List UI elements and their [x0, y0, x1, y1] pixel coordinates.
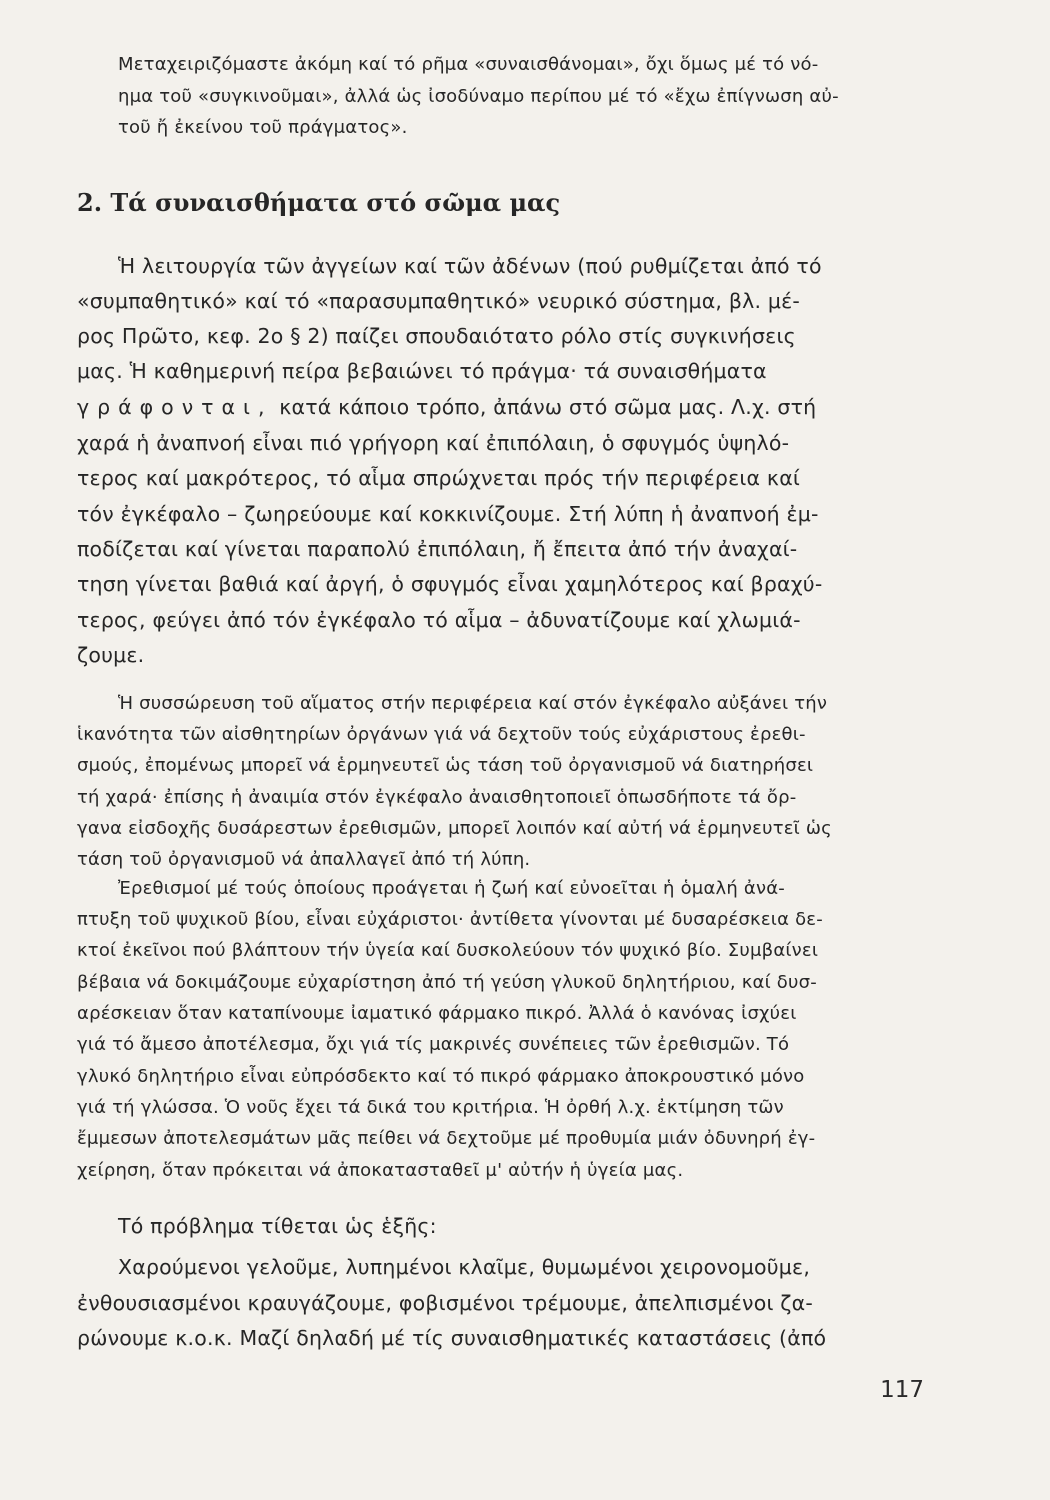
emphasized-word: γράφονται, — [77, 395, 273, 419]
text-line: ζουμε. — [77, 643, 145, 667]
text-line: γανα εἰσδοχῆς δυσάρεστων ἐρεθισμῶν, μπορεῖ λοιπόν καί αὐτή νά ἑρμηνευτεῖ ὡς — [77, 818, 832, 839]
text-line-rest: κατά κάποιο τρόπο, ἀπάνω στό σῶμα μας. Λ.χ. στή — [279, 395, 817, 419]
text-line: τηση γίνεται βαθιά καί ἀργή, ὁ σφυγμός εἶναι χαμηλότερος καί βραχύ- — [77, 572, 823, 596]
text-line: γιά τή γλώσσα. Ὁ νοῦς ἔχει τά δικά του κριτήρια. Ἡ ὀρθή λ.χ. ἐκτίμηση τῶν — [77, 1097, 784, 1118]
text-line: Τό πρόβλημα τίθεται ὡς ἑξῆς: — [118, 1214, 437, 1238]
text-line: ρώνουμε κ.ο.κ. Μαζί δηλαδή μέ τίς συναισθηματικές καταστάσεις (ἀπό — [77, 1326, 827, 1350]
text-line: μας. Ἡ καθημερινή πείρα βεβαιώνει τό πράγμα· τά συναισθήματα — [77, 359, 767, 383]
page-number: 117 — [880, 1377, 924, 1403]
text-line: Ἡ συσσώρευση τοῦ αἵματος στήν περιφέρεια καί στόν ἐγκέφαλο αὐξάνει τήν — [118, 693, 828, 714]
text-line: αρέσκειαν ὅταν καταπίνουμε ἰαματικό φάρμακο πικρό. Ἀλλά ὁ κανόνας ἰσχύει — [77, 1003, 797, 1024]
text-line: τόν ἐγκέφαλο – ζωηρεύουμε καί κοκκινίζουμε. Στή λύπη ἡ ἀναπνοή ἐμ- — [77, 502, 819, 526]
text-line: γλυκό δηλητήριο εἶναι εὐπρόσδεκτο καί τό πικρό φάρμακο ἀποκρουστικό μόνο — [77, 1066, 805, 1087]
text-line — [77, 395, 816, 419]
text-line: σμούς, ἐπομένως μπορεῖ νά ἑρμηνευτεῖ ὡς τάση τοῦ ὀργανισμοῦ νά διατηρήσει — [77, 755, 814, 776]
text-line: Χαρούμενοι γελοῦμε, λυπημένοι κλαῖμε, θυμωμένοι χειρονομοῦμε, — [118, 1255, 811, 1279]
text-line: κτοί ἐκεῖνοι πού βλάπτουν τήν ὑγεία καί δυσκολεύουν τόν ψυχικό βίο. Συμβαίνει — [77, 940, 819, 961]
text-line: τοῦ ἤ ἐκείνου τοῦ πράγματος». — [118, 117, 408, 138]
text-line: ἱκανότητα τῶν αἰσθητηρίων ὀργάνων γιά νά δεχτοῦν τούς εὐχάριστους ἐρεθι- — [77, 724, 806, 745]
section-heading: 2. Τά συναισθήματα στό σῶμα μας — [77, 188, 561, 217]
text-line: τή χαρά· ἐπίσης ἡ ἀναιμία στόν ἐγκέφαλο ἀναισθητοποιεῖ ὁπωσδήποτε τά ὄρ- — [77, 787, 797, 808]
text-line: χείρηση, ὅταν πρόκειται νά ἀποκατασταθεῖ μ' αὐτήν ἡ ὑγεία μας. — [77, 1160, 684, 1181]
text-line: ρος Πρῶτο, κεφ. 2ο § 2) παίζει σπουδαιότατο ρόλο στίς συγκινήσεις — [77, 324, 796, 348]
text-line: Ἐρεθισμοί μέ τούς ὁποίους προάγεται ἡ ζωή καί εὐνοεῖται ἡ ὁμαλή ἀνά- — [118, 878, 785, 899]
text-line: τάση τοῦ ὀργανισμοῦ νά ἀπαλλαγεῖ ἀπό τή λύπη. — [77, 849, 531, 870]
text-line: «συμπαθητικό» καί τό «παρασυμπαθητικό» νευρικό σύστημα, βλ. μέ- — [77, 289, 801, 313]
text-line: γιά τό ἄμεσο ἀποτέλεσμα, ὄχι γιά τίς μακρινές συνέπειες τῶν ἐρεθισμῶν. Τό — [77, 1034, 790, 1055]
text-line: Μεταχειριζόμαστε ἀκόμη καί τό ρῆμα «συναισθάνομαι», ὄχι ὅμως μέ τό νό- — [118, 54, 819, 75]
text-line: τερος καί μακρότερος, τό αἷμα σπρώχνεται πρός τήν περιφέρεια καί — [77, 466, 801, 490]
text-line: ποδίζεται καί γίνεται παραπολύ ἐπιπόλαιη, ἤ ἔπειτα ἀπό τήν ἀναχαί- — [77, 537, 798, 561]
text-line: χαρά ἡ ἀναπνοή εἶναι πιό γρήγορη καί ἐπιπόλαιη, ὁ σφυγμός ὑψηλό- — [77, 431, 790, 455]
text-line: βέβαια νά δοκιμάζουμε εὐχαρίστηση ἀπό τή γεύση γλυκοῦ δηλητήριου, καί δυσ- — [77, 972, 817, 993]
text-line: ημα τοῦ «συγκινοῦμαι», ἀλλά ὡς ἰσοδύναμο περίπου μέ τό «ἔχω ἐπίγνωση αὐ- — [118, 86, 839, 107]
text-line: Ἡ λειτουργία τῶν ἀγγείων καί τῶν ἀδένων (πού ρυθμίζεται ἀπό τό — [118, 254, 822, 278]
text-line: τερος, φεύγει ἀπό τόν ἐγκέφαλο τό αἷμα – ἀδυνατίζουμε καί χλωμιά- — [77, 608, 801, 632]
text-line: ἐνθουσιασμένοι κραυγάζουμε, φοβισμένοι τρέμουμε, ἀπελπισμένοι ζα- — [77, 1291, 813, 1315]
text-line: ἔμμεσων ἀποτελεσμάτων μᾶς πείθει νά δεχτοῦμε μέ προθυμία μιάν ὀδυνηρή ἐγ- — [77, 1128, 816, 1149]
text-line: πτυξη τοῦ ψυχικοῦ βίου, εἶναι εὐχάριστοι· ἀντίθετα γίνονται μέ δυσαρέσκεια δε- — [77, 909, 823, 930]
